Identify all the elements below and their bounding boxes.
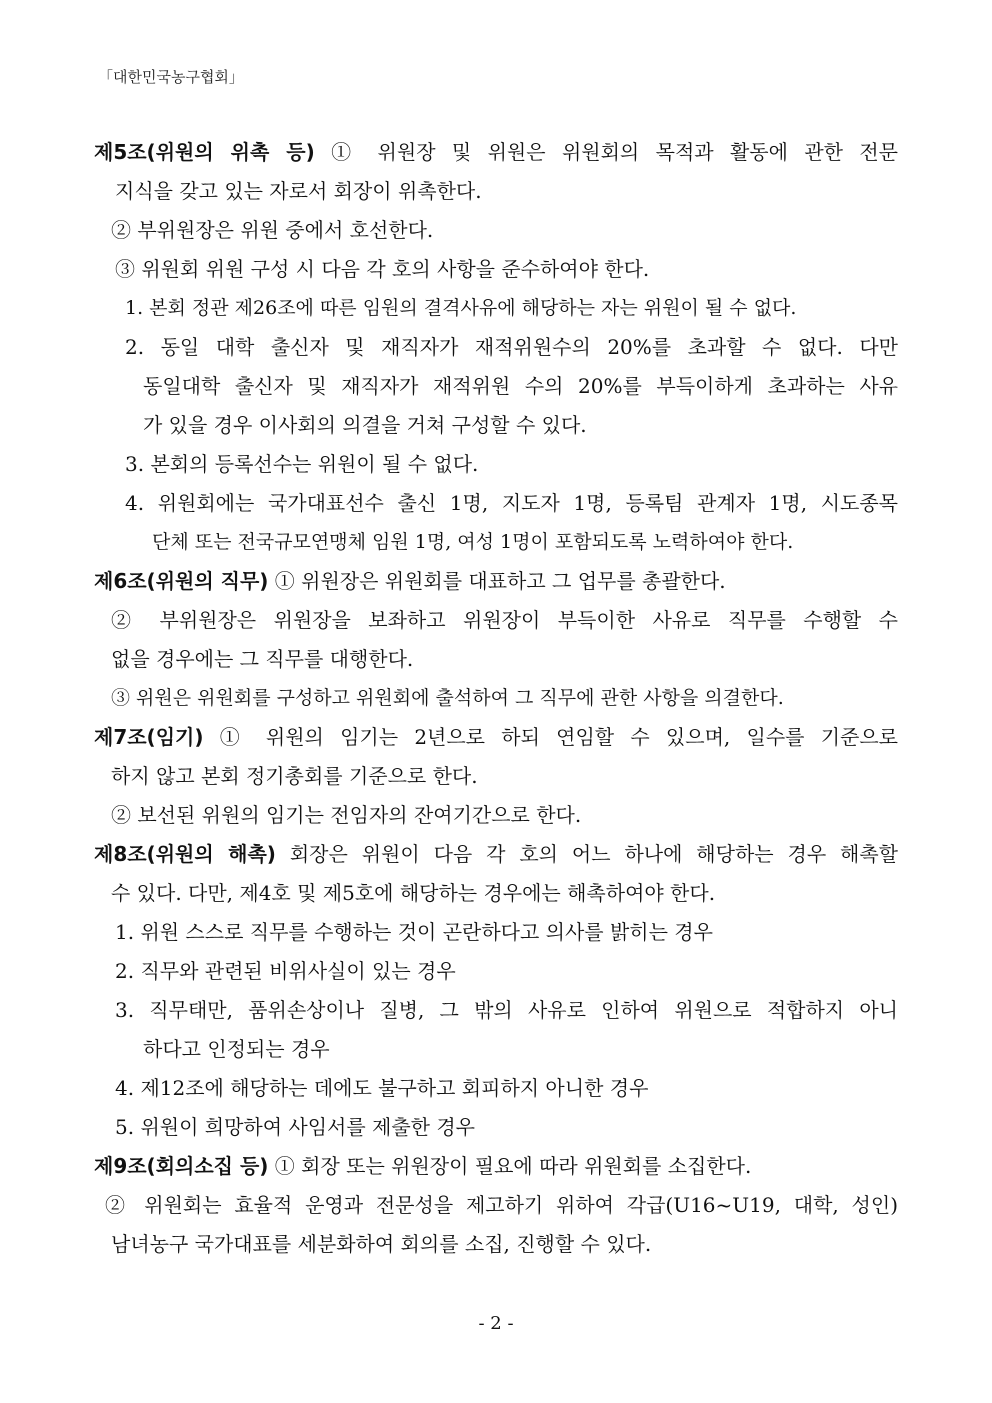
- page-number: - 2 -: [478, 1313, 514, 1334]
- article-5-line-3: ② 부위원장은 위원 중에서 호선한다.: [111, 218, 434, 242]
- document-header: 「대한민국농구협회」: [98, 68, 244, 86]
- article-6-line-4: ③ 위원은 위원회를 구성하고 위원회에 출석하여 그 직무에 관한 사항을 의결한다.: [111, 687, 784, 709]
- article-8-line-1: 회장은 위원이 다음 각 호의 어느 하나에 해당하는 경우 해촉할: [289, 842, 898, 866]
- article-5-line-10: 4. 위원회에는 국가대표선수 출신 1명, 지도자 1명, 등록팀 관계자 1명, 시도종목: [125, 491, 898, 515]
- article-6-first-line: [94, 568, 726, 594]
- article-8-line-3: 1. 위원 스스로 직무를 수행하는 것이 곤란하다고 의사를 밝히는 경우: [115, 920, 713, 944]
- article-5-line-8: 가 있을 경우 이사회의 의결을 거쳐 구성할 수 있다.: [143, 413, 587, 437]
- article-5-title: 제5조(위원의 위촉 등): [94, 140, 315, 164]
- article-9-line-3: 남녀농구 국가대표를 세분화하여 회의를 소집, 진행할 수 있다.: [111, 1232, 652, 1256]
- article-5-first-line: [94, 139, 898, 165]
- article-5-line-9: 3. 본회의 등록선수는 위원이 될 수 없다.: [125, 452, 479, 476]
- article-5-line-11: 단체 또는 전국규모연맹체 임원 1명, 여성 1명이 포함되도록 노력하여야 한다.: [152, 531, 794, 553]
- article-5-line-2: 지식을 갖고 있는 자로서 회장이 위촉한다.: [115, 179, 482, 203]
- article-7-line-1: ① 위원의 임기는 2년으로 하되 연임할 수 있으며, 일수를 기준으로: [219, 725, 898, 749]
- article-8-line-2: 수 있다. 다만, 제4호 및 제5호에 해당하는 경우에는 해촉하여야 한다.: [111, 881, 716, 905]
- article-8-line-6: 하다고 인정되는 경우: [143, 1037, 330, 1061]
- article-8-title: 제8조(위원의 해촉): [94, 842, 276, 866]
- article-8-line-5: 3. 직무태만, 품위손상이나 질병, 그 밖의 사유로 인하여 위원으로 적합하지 아니: [115, 998, 898, 1022]
- article-7-title: 제7조(임기): [94, 725, 204, 749]
- article-9-line-2: ② 위원회는 효율적 운영과 전문성을 제고하기 위하여 각급(U16~U19, 대학, 성인): [105, 1193, 898, 1217]
- article-6-line-1: ① 위원장은 위원회를 대표하고 그 업무를 총괄한다.: [274, 569, 726, 593]
- article-6-title: 제6조(위원의 직무): [94, 569, 269, 593]
- article-5-line-6: 2. 동일 대학 출신자 및 재직자가 재적위원수의 20%를 초과할 수 없다. 다만: [125, 335, 898, 359]
- article-5-line-1: ① 위원장 및 위원은 위원회의 목적과 활동에 관한 전문: [331, 140, 898, 164]
- article-5-line-7: 동일대학 출신자 및 재직자가 재적위원 수의 20%를 부득이하게 초과하는 사유: [143, 374, 898, 398]
- article-9-line-1: ① 회장 또는 위원장이 필요에 따라 위원회를 소집한다.: [274, 1154, 752, 1178]
- article-9-first-line: [94, 1153, 751, 1179]
- article-8-first-line: [94, 841, 898, 867]
- article-8-line-4: 2. 직무와 관련된 비위사실이 있는 경우: [115, 959, 456, 983]
- article-8-line-8: 5. 위원이 희망하여 사임서를 제출한 경우: [115, 1115, 475, 1139]
- article-6-line-2: ② 부위원장은 위원장을 보좌하고 위원장이 부득이한 사유로 직무를 수행할 수: [111, 608, 898, 632]
- article-9-title: 제9조(회의소집 등): [94, 1154, 269, 1178]
- article-7-first-line: [94, 724, 898, 750]
- article-8-line-7: 4. 제12조에 해당하는 데에도 불구하고 회피하지 아니한 경우: [115, 1076, 649, 1100]
- article-5-line-4: ③ 위원회 위원 구성 시 다음 각 호의 사항을 준수하여야 한다.: [115, 257, 650, 281]
- article-7-line-2: 하지 않고 본회 정기총회를 기준으로 한다.: [111, 764, 478, 788]
- article-5-line-5: 1. 본회 정관 제26조에 따른 임원의 결격사유에 해당하는 자는 위원이 될 수 없다.: [125, 297, 797, 319]
- article-6-line-3: 없을 경우에는 그 직무를 대행한다.: [111, 647, 414, 671]
- article-7-line-3: ② 보선된 위원의 임기는 전임자의 잔여기간으로 한다.: [111, 803, 582, 827]
